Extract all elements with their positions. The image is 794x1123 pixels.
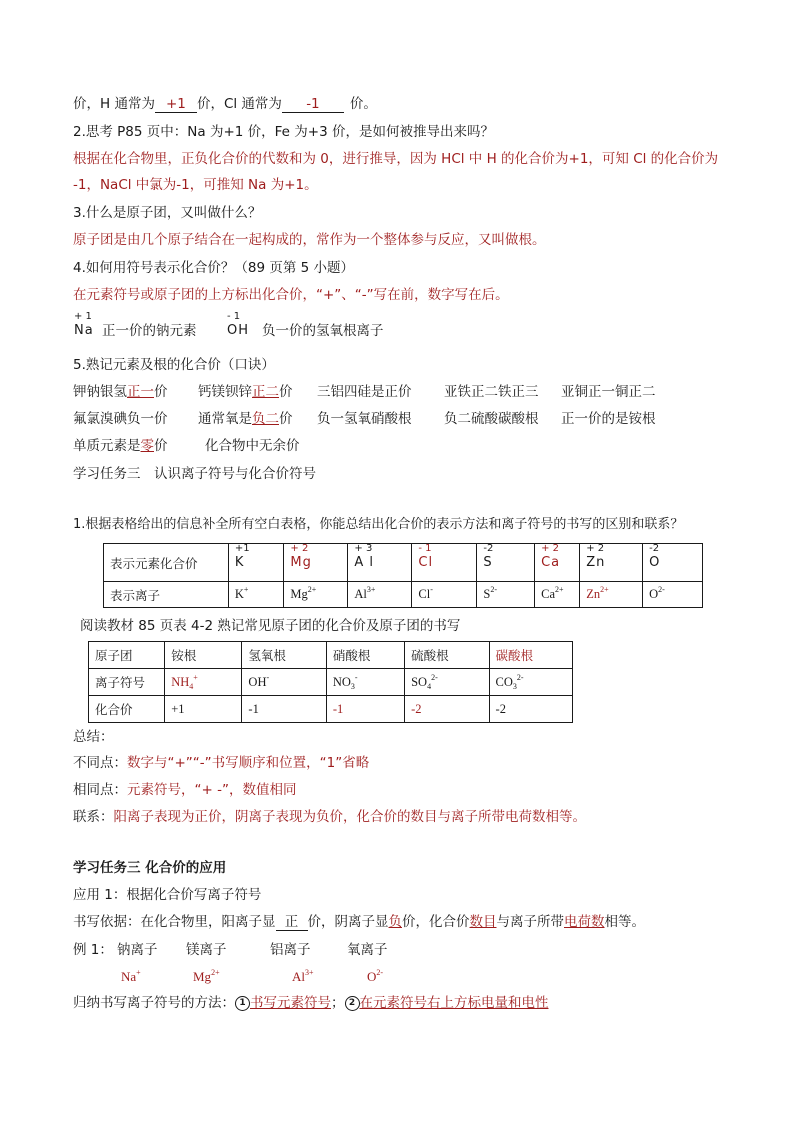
group-ion-ammonium xyxy=(165,669,242,696)
ion-al: Al xyxy=(354,587,367,601)
charge-ca: + 2 xyxy=(541,543,560,554)
method-separator: ； xyxy=(331,995,345,1011)
intro-text-1: 价，H 通常为 xyxy=(73,96,155,112)
ion-cell-s xyxy=(477,582,535,608)
summary-same xyxy=(73,781,296,799)
oh-example-text: 负一价的氢氧根离子 xyxy=(262,323,384,339)
group-name-nitrate: 硝酸根 xyxy=(326,642,404,669)
ion-k: K xyxy=(234,587,244,601)
mnemonic-1a-answer: 正一 xyxy=(127,384,154,400)
summary-link xyxy=(73,808,586,826)
charge-k: +1 xyxy=(234,543,250,554)
ammonium-charge: + xyxy=(193,672,198,682)
group-ion-sulfate xyxy=(405,669,489,696)
valence-cell-o xyxy=(643,544,703,582)
group-name-sulfate: 硫酸根 xyxy=(405,642,489,669)
mnemonic-3a-end: 价 xyxy=(154,438,168,454)
intro-text-2: 价，Cl 通常为 xyxy=(196,96,282,112)
charge-al: + 3 xyxy=(354,543,373,554)
mnemonic-row-2b xyxy=(198,410,293,428)
reading-note: 阅读教材 85 页表 4-2 熟记常见原子团的化合价及原子团的书写 xyxy=(80,618,461,634)
table-row-valence xyxy=(104,544,703,582)
ex-ion-na: Na xyxy=(121,969,137,984)
basis-text-4: 与离子所带 xyxy=(496,914,564,930)
group-ion-carbonate xyxy=(489,669,572,696)
nitrate-sub: 3 xyxy=(350,681,355,691)
writing-basis xyxy=(73,913,645,931)
mnemonic-2b-answer: 负二 xyxy=(252,411,279,427)
summary-diff xyxy=(73,754,369,772)
mnemonic-1b-answer: 正二 xyxy=(252,384,279,400)
circled-number-2: 2 xyxy=(345,996,360,1011)
example-label: 例 1： xyxy=(73,942,113,958)
ion-cell-al xyxy=(348,582,412,608)
ammonium-sub: 4 xyxy=(189,681,194,691)
mnemonic-3a: 单质元素是 xyxy=(73,438,141,454)
symbol-al: A l xyxy=(354,555,375,570)
atom-group-table xyxy=(88,641,573,723)
app1-title: 应用 1：根据化合价写离子符号 xyxy=(73,887,262,903)
charge-cl: - 1 xyxy=(418,543,432,554)
diff-label: 不同点： xyxy=(73,755,127,771)
q2-answer-line1: 根据在化合物里，正负化合价的代数和为 0，进行推导，因为 HCl 中 H 的化合价为+1，可知 Cl 的化合价为 xyxy=(73,151,719,167)
example-name-o: 氧离子 xyxy=(347,942,388,958)
q3-question: 3.什么是原子团，又叫做什么？ xyxy=(73,205,262,221)
ion-cell-k xyxy=(228,582,284,608)
same-label: 相同点： xyxy=(73,782,127,798)
ion-s-charge: 2- xyxy=(490,585,498,594)
mnemonic-2c: 负一氢氧硝酸根 xyxy=(317,411,412,427)
ion-cl: Cl xyxy=(418,587,431,601)
summary-title: 总结： xyxy=(73,729,114,745)
mnemonic-1c: 三铝四硅是正价 xyxy=(317,384,412,400)
ex-ion-mg: Mg xyxy=(193,969,212,984)
ion-cl-charge: - xyxy=(430,585,433,594)
carbonate-charge: 2- xyxy=(516,672,524,682)
ion-o: O xyxy=(649,587,659,601)
valence-cell-k xyxy=(228,544,284,582)
q4-answer: 在元素符号或原子团的上方标出化合价，“+”、“-”写在前，数字写在后。 xyxy=(73,287,509,303)
ex-ion-na-charge: + xyxy=(136,968,141,977)
ion-o-charge: 2- xyxy=(658,585,665,594)
valence-cell-mg xyxy=(284,544,348,582)
valence-cell-al xyxy=(348,544,412,582)
mnemonic-3b: 化合物中无余价 xyxy=(205,438,300,454)
symbol-mg: Mg xyxy=(290,555,312,570)
q3-answer: 原子团是由几个原子结合在一起构成的，常作为一个整体参与反应，又叫做根。 xyxy=(73,232,546,248)
link-text: 阳离子表现为正价，阴离子表现为负价，化合价的数目与离子所带电荷数相等。 xyxy=(113,809,586,825)
ion-al-charge: 3+ xyxy=(366,585,376,594)
ion-zn-charge: 2+ xyxy=(600,585,609,594)
mnemonic-3a-answer: 零 xyxy=(140,438,154,454)
symbol-s: S xyxy=(483,555,493,570)
carbonate-sub: 3 xyxy=(512,681,517,691)
ex-ion-o: O xyxy=(367,969,377,984)
valence-cell-s xyxy=(477,544,535,582)
ion-cell-mg xyxy=(284,582,348,608)
na-example-text: 正一价的钠元素 xyxy=(102,323,197,339)
diff-text: 数字与“+”“-”书写顺序和位置，“1”省略 xyxy=(127,755,370,771)
cl-valence-answer: -1 xyxy=(282,97,344,113)
group-header-name: 原子团 xyxy=(89,642,165,669)
oh-symbol: OH xyxy=(227,323,250,338)
oh-charge: - 1 xyxy=(227,311,241,322)
circled-number-1: 1 xyxy=(235,996,250,1011)
valence-cell-zn xyxy=(580,544,643,582)
app-title: 学习任务三 化合价的应用 xyxy=(73,860,227,876)
mnemonic-2d: 负二硫酸碳酸根 xyxy=(444,411,539,427)
mnemonic-2b: 通常氧是 xyxy=(198,411,252,427)
same-text: 元素符号，“+ -”，数值相同 xyxy=(127,782,297,798)
mnemonic-1e: 亚铜正一铜正二 xyxy=(561,384,656,400)
task3-title: 学习任务三 认识离子符号与化合价符号 xyxy=(73,466,316,482)
ion-cell-zn xyxy=(580,582,643,608)
row-label-ion: 表示离子 xyxy=(104,582,229,608)
group-valence-carbonate: -2 xyxy=(489,696,572,723)
symbol-zn: Zn xyxy=(586,555,606,570)
intro-line xyxy=(73,95,377,113)
table-row-ion xyxy=(104,582,703,608)
ex-ion-mg-charge: 2+ xyxy=(211,968,220,977)
group-name-carbonate: 碳酸根 xyxy=(489,642,572,669)
group-valence-sulfate: -2 xyxy=(405,696,489,723)
link-label: 联系： xyxy=(73,809,114,825)
h-valence-answer: +1 xyxy=(155,97,197,113)
basis-negative: 负 xyxy=(388,914,402,930)
example-name-al: 铝离子 xyxy=(270,942,311,958)
mnemonic-1a: 钾钠银氢 xyxy=(73,384,127,400)
symbol-k: K xyxy=(234,555,245,570)
table-question: 1.根据表格给出的信息补全所有空白表格，你能总结出化合价的表示方法和离子符号的书写的区别和联系？ xyxy=(73,517,684,532)
group-header-valence: 化合价 xyxy=(89,696,165,723)
mnemonic-1a-end: 价 xyxy=(154,384,168,400)
q5-title: 5.熟记元素及根的化合价（口诀） xyxy=(73,357,275,373)
carbonate-ion: CO xyxy=(495,674,513,689)
basis-number: 数目 xyxy=(469,914,497,930)
ex-ion-o-charge: 2- xyxy=(376,968,384,977)
example-name-mg: 镁离子 xyxy=(186,942,227,958)
method-step-1: 书写元素符号 xyxy=(250,995,331,1011)
group-row-ions xyxy=(89,669,573,696)
example-ion-mg xyxy=(193,968,220,988)
hydroxide-ion: OH xyxy=(248,674,267,689)
hydroxide-charge: - xyxy=(266,672,270,682)
sulfate-ion: SO xyxy=(411,674,428,689)
valence-cell-cl xyxy=(412,544,477,582)
ion-ca-charge: 2+ xyxy=(555,585,564,594)
basis-text-1: 书写依据：在化合物里，阳离子显 xyxy=(73,914,276,930)
symbol-o: O xyxy=(649,555,661,570)
ion-mg-charge: 2+ xyxy=(307,585,317,594)
group-row-names xyxy=(89,642,573,669)
mnemonic-2e: 正一价的是铵根 xyxy=(561,411,656,427)
charge-zn: + 2 xyxy=(586,543,605,554)
charge-s: -2 xyxy=(483,543,494,554)
example-ion-al xyxy=(292,968,314,988)
mnemonic-1d: 亚铁正二铁正三 xyxy=(444,384,539,400)
basis-text-2: 价，阴离子显 xyxy=(307,914,389,930)
valence-cell-ca xyxy=(535,544,580,582)
sulfate-charge: 2- xyxy=(431,672,438,682)
na-charge: + 1 xyxy=(74,311,92,322)
mnemonic-row-3 xyxy=(73,437,168,455)
mnemonic-row-1 xyxy=(73,383,168,401)
ion-mg: Mg xyxy=(290,587,308,601)
group-header-ion: 离子符号 xyxy=(89,669,165,696)
ion-cell-cl xyxy=(412,582,477,608)
na-symbol: Na xyxy=(74,323,94,338)
row-label-valence: 表示元素化合价 xyxy=(104,544,229,582)
mnemonic-row-1b xyxy=(198,383,293,401)
ex-ion-al: Al xyxy=(292,969,305,984)
ion-k-charge: + xyxy=(243,585,249,594)
ammonium-ion: NH xyxy=(171,674,190,689)
method-line xyxy=(73,994,549,1012)
valence-example-na xyxy=(73,312,103,342)
symbol-cl: Cl xyxy=(418,555,434,570)
mnemonic-1b-end: 价 xyxy=(279,384,293,400)
intro-text-3: 价。 xyxy=(349,96,377,112)
ion-s: S xyxy=(483,587,491,601)
valence-ion-table xyxy=(103,543,703,608)
method-text: 归纳书写离子符号的方法： xyxy=(73,995,235,1011)
valence-example-oh xyxy=(226,312,256,342)
q2-answer-line2: -1，NaCl 中氯为-1，可推知 Na 为+1。 xyxy=(73,177,318,193)
mnemonic-2a: 氟氯溴碘负一价 xyxy=(73,411,168,427)
symbol-ca: Ca xyxy=(541,555,561,570)
group-name-hydroxide: 氢氧根 xyxy=(242,642,326,669)
ex-ion-al-charge: 3+ xyxy=(305,968,314,977)
basis-text-5: 相等。 xyxy=(604,914,645,930)
group-row-valence xyxy=(89,696,573,723)
group-ion-hydroxide xyxy=(242,669,326,696)
group-ion-nitrate xyxy=(326,669,404,696)
charge-o: -2 xyxy=(649,543,660,554)
basis-text-3: 价，化合价 xyxy=(402,914,470,930)
basis-charge: 电荷数 xyxy=(564,914,605,930)
ion-cell-ca xyxy=(535,582,580,608)
charge-mg: + 2 xyxy=(290,543,309,554)
ion-zn: Zn xyxy=(586,587,601,601)
nitrate-ion: NO xyxy=(332,674,351,689)
ion-ca: Ca xyxy=(541,587,555,601)
ion-cell-o xyxy=(643,582,703,608)
basis-positive: 正 xyxy=(276,915,308,931)
group-valence-nitrate: -1 xyxy=(326,696,404,723)
q4-question: 4.如何用符号表示化合价？（89 页第 5 小题） xyxy=(73,260,355,276)
example-ion-o xyxy=(367,968,383,988)
group-name-ammonium: 铵根 xyxy=(165,642,242,669)
q2-question: 2.思考 P85 页中：Na 为+1 价，Fe 为+3 价，是如何被推导出来吗？ xyxy=(73,124,494,140)
group-valence-hydroxide: -1 xyxy=(242,696,326,723)
example-ion-na xyxy=(121,968,141,988)
example-name-na: 钠离子 xyxy=(117,942,158,958)
sulfate-sub: 4 xyxy=(427,681,432,691)
mnemonic-2b-end: 价 xyxy=(279,411,293,427)
nitrate-charge: - xyxy=(354,672,358,682)
method-step-2: 在元素符号右上方标电量和电性 xyxy=(359,995,549,1011)
mnemonic-1b: 钙镁钡锌 xyxy=(198,384,252,400)
group-valence-ammonium: +1 xyxy=(165,696,242,723)
